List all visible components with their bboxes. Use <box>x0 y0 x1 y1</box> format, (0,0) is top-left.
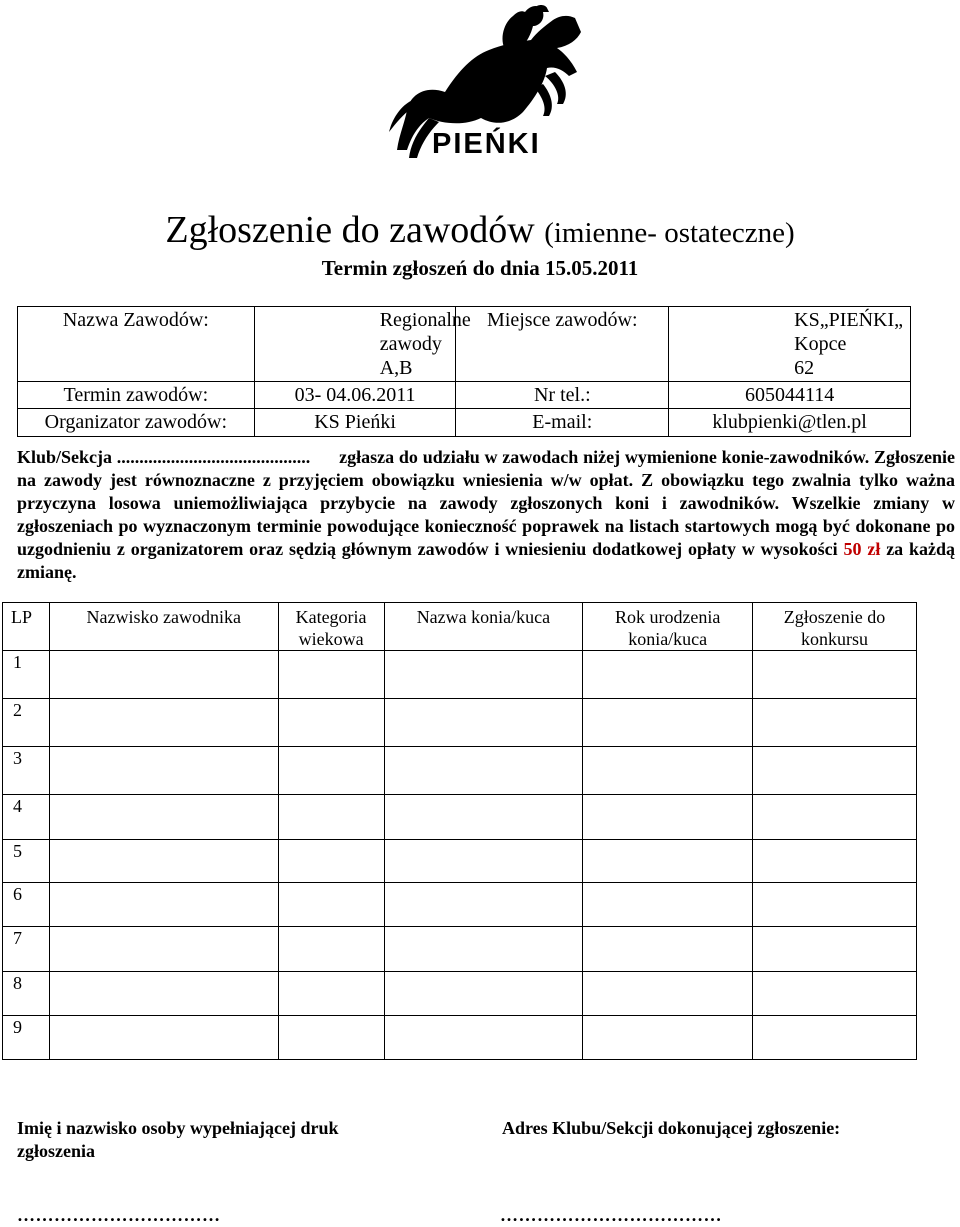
entry-cell[interactable] <box>384 972 583 1016</box>
entry-cell[interactable] <box>49 651 278 699</box>
entries-table <box>2 602 917 1060</box>
entry-notice <box>17 446 955 584</box>
table-row <box>3 795 917 840</box>
row-number: 5 <box>3 840 50 883</box>
title-main: Zgłoszenie do zawodów <box>165 209 535 251</box>
change-fee: 50 zł <box>843 539 881 559</box>
page-title <box>0 208 960 252</box>
competition-info-table <box>17 306 911 437</box>
entry-cell[interactable] <box>278 883 384 927</box>
info-label: Nr tel.: <box>456 382 669 409</box>
entry-cell[interactable] <box>278 972 384 1016</box>
entry-cell[interactable] <box>753 795 917 840</box>
entry-cell[interactable] <box>278 795 384 840</box>
entry-cell[interactable] <box>583 972 753 1016</box>
entry-cell[interactable] <box>583 927 753 972</box>
info-value: 605044114 <box>669 382 911 409</box>
table-row <box>3 1016 917 1060</box>
entry-cell[interactable] <box>753 699 917 747</box>
entry-cell[interactable] <box>278 699 384 747</box>
table-row <box>3 840 917 883</box>
entry-deadline: Termin zgłoszeń do dnia 15.05.2011 <box>321 256 639 280</box>
table-row <box>3 927 917 972</box>
entry-cell[interactable] <box>583 883 753 927</box>
column-header: Kategoria wiekowa <box>278 603 384 651</box>
entry-cell[interactable] <box>583 795 753 840</box>
entry-cell[interactable] <box>278 747 384 795</box>
column-header: Nazwisko zawodnika <box>49 603 278 651</box>
club-address-label: Adres Klubu/Sekcji dokonującej zgłoszenie: <box>502 1118 841 1138</box>
entry-cell[interactable] <box>384 927 583 972</box>
info-label: Nazwa Zawodów: <box>18 307 255 382</box>
entry-cell[interactable] <box>49 883 278 927</box>
entry-cell[interactable] <box>49 972 278 1016</box>
entry-cell[interactable] <box>753 1016 917 1060</box>
entry-cell[interactable] <box>384 840 583 883</box>
entry-cell[interactable] <box>583 651 753 699</box>
entry-cell[interactable] <box>753 972 917 1016</box>
row-number: 1 <box>3 651 50 699</box>
entry-cell[interactable] <box>49 795 278 840</box>
entry-cell[interactable] <box>753 747 917 795</box>
row-number: 8 <box>3 972 50 1016</box>
entry-cell[interactable] <box>384 699 583 747</box>
row-number: 4 <box>3 795 50 840</box>
row-number: 6 <box>3 883 50 927</box>
row-number: 2 <box>3 699 50 747</box>
info-label: E-mail: <box>456 409 669 437</box>
info-value: 03- 04.06.2011 <box>254 382 456 409</box>
entry-cell[interactable] <box>384 883 583 927</box>
entry-cell[interactable] <box>278 840 384 883</box>
entry-cell[interactable] <box>583 840 753 883</box>
entry-cell[interactable] <box>278 651 384 699</box>
info-row <box>18 409 911 437</box>
info-label: Termin zawodów: <box>18 382 255 409</box>
signature-name-label: Imię i nazwisko osoby wypełniającej druk zgłoszenia <box>17 1118 339 1161</box>
entry-cell[interactable] <box>583 1016 753 1060</box>
info-label: Miejsce zawodów: <box>456 307 669 382</box>
column-header: LP <box>3 603 50 651</box>
notice-text-end: za każdą zmianę. <box>17 539 956 582</box>
address-line: ……………………………… <box>500 1205 722 1225</box>
table-row <box>3 883 917 927</box>
notice-text: zgłasza do udziału w zawodach niżej wymienione konie-zawodników. Zgłoszenie na zawody jest równoznaczne z przyjęciem obowiązku wniesienia w/w opłat. Z obowiązku tego zwalnia tylko ważna przyczyna losowa uniemożliwiająca przybycie na zawody zgłoszonych koni i zawodników. Wszelkie zmiany w zgłoszeniach po wyznaczonym terminie powodujące konieczność poprawek na listach startowych mogą być dokonane po uzgodnieniu z organizatorem oraz sędzią głównym zawodów i wniesieniu dodatkowej opłaty w wysokości <box>17 447 955 559</box>
entry-cell[interactable] <box>49 927 278 972</box>
entry-cell[interactable] <box>384 651 583 699</box>
entry-cell[interactable] <box>384 795 583 840</box>
table-row <box>3 699 917 747</box>
entry-cell[interactable] <box>384 747 583 795</box>
table-row <box>3 651 917 699</box>
entry-cell[interactable] <box>753 651 917 699</box>
club-label: Klub/Sekcja ........................................... <box>17 447 311 467</box>
info-row <box>18 382 911 409</box>
table-row <box>3 747 917 795</box>
entry-cell[interactable] <box>49 1016 278 1060</box>
entry-cell[interactable] <box>753 927 917 972</box>
entry-cell[interactable] <box>753 840 917 883</box>
info-label: Organizator zawodów: <box>18 409 255 437</box>
entry-cell[interactable] <box>278 927 384 972</box>
row-number: 7 <box>3 927 50 972</box>
row-number: 3 <box>3 747 50 795</box>
column-header: Nazwa konia/kuca <box>384 603 583 651</box>
logo-text: PIEŃKI <box>432 128 541 160</box>
entry-cell[interactable] <box>49 747 278 795</box>
column-header: Rok urodzenia konia/kuca <box>583 603 753 651</box>
info-value: Regionalne zawody A,B <box>254 307 456 382</box>
entry-cell[interactable] <box>753 883 917 927</box>
entry-cell[interactable] <box>583 699 753 747</box>
info-value: KS„PIEŃKI„ Kopce 62 <box>669 307 911 382</box>
entry-cell[interactable] <box>583 747 753 795</box>
column-header: Zgłoszenie do konkursu <box>753 603 917 651</box>
title-subtitle: (imienne- ostateczne) <box>544 217 795 249</box>
info-value: klubpienki@tlen.pl <box>669 409 911 437</box>
table-row <box>3 972 917 1016</box>
row-number: 9 <box>3 1016 50 1060</box>
entry-cell[interactable] <box>384 1016 583 1060</box>
signature-line: …………………………… <box>17 1205 221 1225</box>
entry-cell[interactable] <box>49 840 278 883</box>
entry-cell[interactable] <box>278 1016 384 1060</box>
entry-cell[interactable] <box>49 699 278 747</box>
info-row <box>18 307 911 382</box>
info-value: KS Pieńki <box>254 409 456 437</box>
